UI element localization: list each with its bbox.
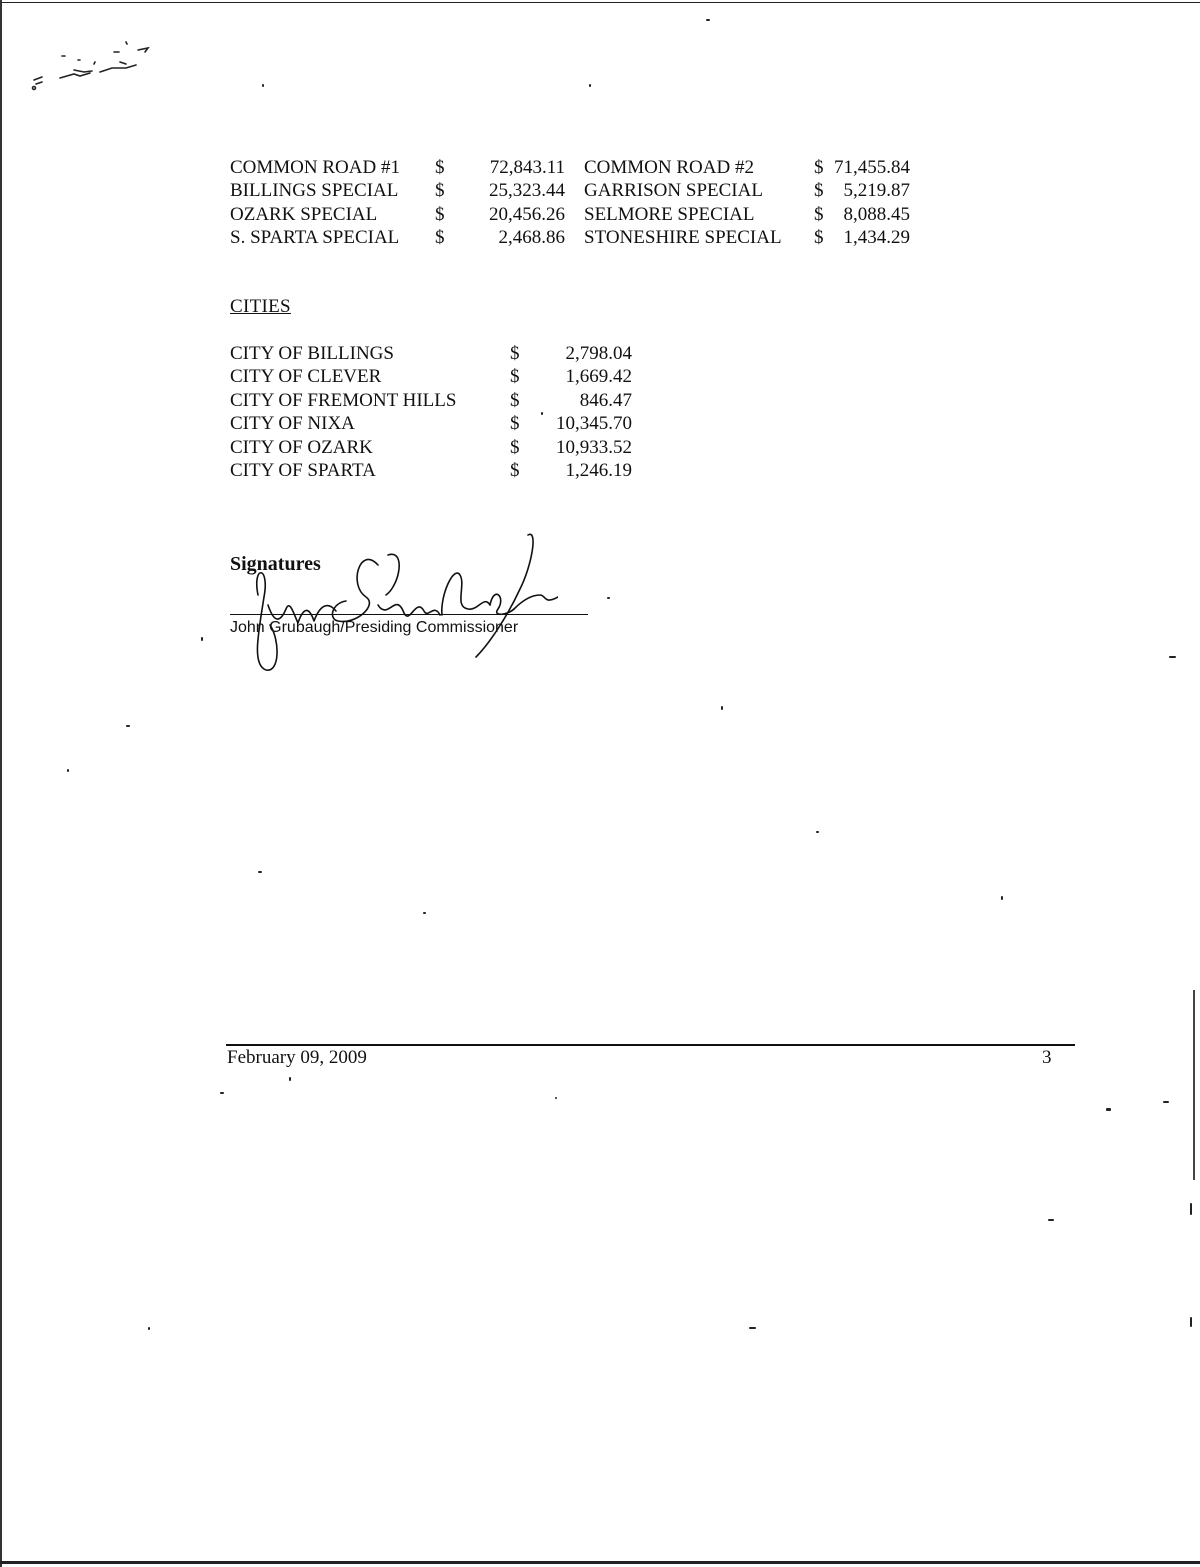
scan-speck — [749, 1327, 756, 1329]
scan-artifact-scribble — [30, 40, 160, 95]
road-district-name: GARRISON SPECIAL — [584, 180, 763, 202]
road-district-amount: 71,455.84 — [834, 157, 910, 178]
currency-symbol: $ — [510, 366, 520, 388]
scan-speck — [1169, 656, 1176, 658]
road-district-name: COMMON ROAD #1 — [230, 157, 400, 178]
scan-speck — [1001, 896, 1003, 900]
table-row — [230, 389, 632, 412]
cities-heading: CITIES — [230, 296, 291, 317]
table-row — [230, 436, 632, 459]
city-name: CITY OF FREMONT HILLS — [230, 389, 457, 411]
scan-speck — [423, 912, 426, 914]
table-row — [230, 226, 910, 249]
table-row — [230, 342, 632, 365]
scan-speck — [148, 1327, 150, 1330]
road-district-amount: 20,456.26 — [489, 203, 565, 225]
scan-speck — [262, 84, 264, 87]
scan-speck — [589, 84, 591, 87]
footer-rule — [226, 1044, 1075, 1046]
currency-symbol: $ — [435, 203, 445, 225]
scan-speck — [1163, 1101, 1169, 1103]
currency-symbol: $ — [435, 227, 445, 249]
scan-speck — [1190, 1203, 1192, 1215]
scan-speck — [67, 769, 69, 772]
table-row — [230, 203, 910, 226]
scan-left-edge — [0, 0, 2, 1567]
road-district-name: S. SPARTA SPECIAL — [230, 227, 400, 249]
road-district-name: COMMON ROAD #2 — [584, 157, 754, 178]
table-row — [230, 459, 632, 482]
city-name: CITY OF OZARK — [230, 436, 373, 458]
city-amount: 1,669.42 — [565, 366, 632, 388]
signatures-heading: Signatures — [230, 553, 321, 575]
road-district-amount: 72,843.11 — [489, 157, 565, 178]
city-name: CITY OF SPARTA — [230, 460, 376, 482]
scan-right-edge — [1193, 990, 1195, 1180]
road-district-amount: 5,219.87 — [843, 180, 910, 202]
scan-speck — [1048, 1219, 1054, 1221]
scan-speck — [258, 871, 262, 873]
scan-speck — [1106, 1108, 1111, 1111]
city-amount: 1,246.19 — [565, 460, 632, 482]
city-name: CITY OF NIXA — [230, 413, 355, 435]
scan-speck — [126, 725, 130, 727]
currency-symbol: $ — [510, 343, 520, 364]
road-district-amount: 25,323.44 — [489, 180, 565, 202]
road-district-amount: 2,468.86 — [498, 227, 565, 249]
road-district-name: SELMORE SPECIAL — [584, 203, 755, 225]
footer-date: February 09, 2009 — [227, 1047, 367, 1068]
city-amount: 846.47 — [579, 389, 632, 411]
city-amount: 2,798.04 — [565, 343, 632, 364]
city-amount: 10,345.70 — [556, 413, 632, 435]
scan-speck — [289, 1077, 291, 1081]
currency-symbol: $ — [510, 413, 520, 435]
handwritten-signature — [228, 525, 558, 675]
scan-speck — [721, 706, 723, 710]
currency-symbol: $ — [435, 157, 445, 178]
road-districts-table — [230, 156, 910, 250]
table-row — [230, 179, 910, 202]
currency-symbol: $ — [814, 180, 824, 202]
currency-symbol: $ — [814, 227, 824, 249]
scan-bottom-edge — [0, 1561, 1200, 1564]
cities-table — [230, 342, 632, 482]
city-name: CITY OF BILLINGS — [230, 343, 394, 364]
currency-symbol: $ — [510, 389, 520, 411]
scan-speck — [201, 637, 203, 641]
road-district-name: STONESHIRE SPECIAL — [584, 227, 782, 249]
table-row — [230, 412, 632, 435]
page-number: 3 — [1042, 1047, 1052, 1068]
currency-symbol: $ — [510, 436, 520, 458]
currency-symbol: $ — [435, 180, 445, 202]
road-district-name: OZARK SPECIAL — [230, 203, 378, 225]
scan-speck — [220, 1092, 224, 1094]
scan-speck — [816, 831, 819, 833]
table-row — [230, 156, 910, 179]
signer-name-title: John Grubaugh/Presiding Commissioner — [230, 619, 519, 636]
scan-speck — [1190, 1317, 1192, 1327]
city-amount: 10,933.52 — [556, 436, 632, 458]
currency-symbol: $ — [510, 460, 520, 482]
scan-speck — [706, 19, 710, 21]
currency-symbol: $ — [814, 157, 824, 178]
road-district-amount: 8,088.45 — [843, 203, 910, 225]
city-name: CITY OF CLEVER — [230, 366, 382, 388]
scan-top-edge — [0, 2, 1200, 3]
currency-symbol: $ — [814, 203, 824, 225]
road-district-name: BILLINGS SPECIAL — [230, 180, 399, 202]
table-row — [230, 365, 632, 388]
scan-speck — [607, 597, 610, 599]
scan-speck — [555, 1097, 557, 1099]
road-district-amount: 1,434.29 — [843, 227, 910, 249]
